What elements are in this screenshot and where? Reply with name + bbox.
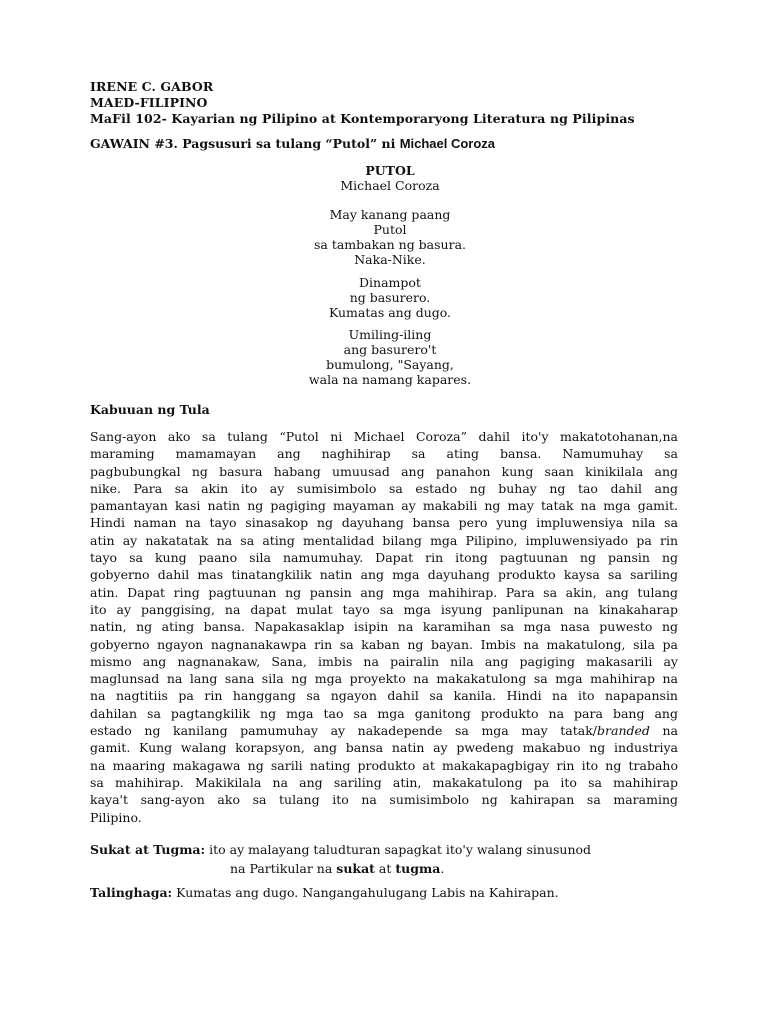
paragraph-line: maglunsad na lang sana sila ng mga proyekto na makakatulong sa mga mahihirap na [90,671,678,687]
tugma-word: tugma [395,861,441,876]
poem-line: sa tambakan ng basura. [313,237,467,252]
paragraph-line: atin. Dapat ring pagtuunan ng pansin ang mga mahihirap. Para sa akin, ang tulang [90,584,678,600]
paragraph-line: Hindi naman na tayo sinasakop ng dayuhang bansa pero yung impluwensiya nila sa [90,515,678,531]
paragraph-line: na maaring makagawa ng sarili nating produkto at makakapagbigay rin ito ng trabaho [90,757,678,773]
poem-title: PUTOL [365,163,415,178]
paragraph-line: gobyerno ngayon nagnanakawpa rin sa kaban ng bayan. Imbis na makatulong, sila pa [90,636,678,652]
paragraph-line: mismo ang nagnanakaw, Sana, imbis na pairalin nila ang pagiging makasarili ay [90,653,678,669]
assignment-prefix: GAWAIN #3. Pagsusuri sa tulang “Putol” ni [90,136,400,151]
poem-line: bumulong, "Sayang, [326,357,454,372]
poem-stanza-3 [240,327,540,387]
course-title: MaFil 102- Kayarian ng Pilipino at Kontemporaryong Literatura ng Pilipinas [90,111,635,126]
paragraph-line: gamit. Kung walang korapsyon, ang bansa natin ay pwedeng makabuo ng industriya [90,740,678,756]
talinghaga-text: Kumatas ang dugo. Nangangahulugang Labis na Kahirapan. [172,885,559,900]
paragraph-line: natin, ng ating bansa. Napakasaklap isipin na karamihan sa mga nasa puwesto ng [90,619,678,635]
paragraph-line: Sang-ayon ako sa tulang “Putol ni Michael Coroza” dahil ito'y makatotohanan,na [90,429,678,444]
paragraph-line: sa mahihirap. Makikilala na ang sariling atin, makakatulong pa ito sa mahihirap [90,774,678,790]
sukat-word: sukat [336,861,375,876]
sukat-text-1: ito ay malayang taludturan sapagkat ito'y walang sinusunod [205,842,592,857]
talinghaga-label: Talinghaga: [90,885,173,900]
sukat-tugma-section [90,840,591,878]
assignment-title [90,136,495,151]
poem-author: Michael Coroza [340,178,440,193]
paragraph-line: tayo sa kung paano sila namumuhay. Dapat rin itong pagtuunan ng pansin ng [90,550,678,566]
paragraph-line: Pilipino. [90,809,142,825]
poem-line: Naka-Nike. [354,252,426,267]
branded-line-text: estado ng kanilang pamumuhay ay nakadepende sa mga may tatak/ [90,723,598,739]
poem-stanza-1 [240,207,540,267]
paragraph-line: nike. Para sa akin ito ay sumisimbolo sa estado ng buhay ng tao dahil ang [90,480,678,496]
paragraph-line: kaya't sang-ayon ako sa tulang ito na sumisimbolo ng kahirapan sa maraming [90,792,678,808]
author-name: IRENE C. GABOR [90,79,214,94]
poem-line: wala na namang kapares. [308,372,472,387]
paragraph-line: na nagtitiis pa rin hanggang sa ngayon dahil sa kanila. Hindi na ito napapansin [90,688,678,704]
sukat-text-2c: . [440,861,445,876]
branded-after: na [649,723,678,739]
sukat-text-2a: na Partikular na [230,861,337,876]
poem-line: Dinampot [359,275,421,290]
poem-line: ng basurero. [349,290,431,305]
paragraph-line: pamantayan kasi natin ng pagiging mayaman ay makabili ng may tatak na mga gamit. [90,498,678,514]
poem-heading [240,163,540,193]
paragraph-line: maraming mamamayan ang naghihirap sa ating bansa. Namumuhay sa [90,446,678,462]
program-name: MAED-FILIPINO [90,95,208,110]
paragraph-line: pagbubungkal ng basura habang umuusad ang panahon kung saan kinikilala ang [90,463,678,479]
paragraph-line: atin ay nakatatak na sa ating mentalidad bilang mga Pilipino, impluwensiyado pa rin [90,532,678,548]
section-title-kabuuan: Kabuuan ng Tula [90,402,210,417]
sukat-label: Sukat at Tugma: [90,842,206,857]
paragraph-line-branded [90,722,678,739]
paragraph-line: ito ay panggising, na dapat mulat tayo sa mga isyung panlipunan na kinakaharap [90,601,678,617]
poem-line: Umiling-iling [348,327,432,342]
poem-line: May kanang paang [329,207,451,222]
poem-stanza-2 [240,275,540,320]
branded-word: branded [597,723,650,739]
talinghaga-section [90,885,559,900]
paragraph-line: dahilan sa pagtangkilik ng mga tao sa mga ganitong produkto na para bang ang [90,705,678,721]
paragraph-line: gobyerno dahil mas tinatangkilik natin ang mga dayuhang produkto kaysa sa sariling [90,567,678,583]
poem-line: Putol [373,222,407,237]
assignment-author: Michael Coroza [399,136,496,151]
sukat-text-2b: at [374,861,396,876]
analysis-paragraph [90,428,678,826]
poem-line: ang basurero't [343,342,437,357]
poem-line: Kumatas ang dugo. [328,305,452,320]
